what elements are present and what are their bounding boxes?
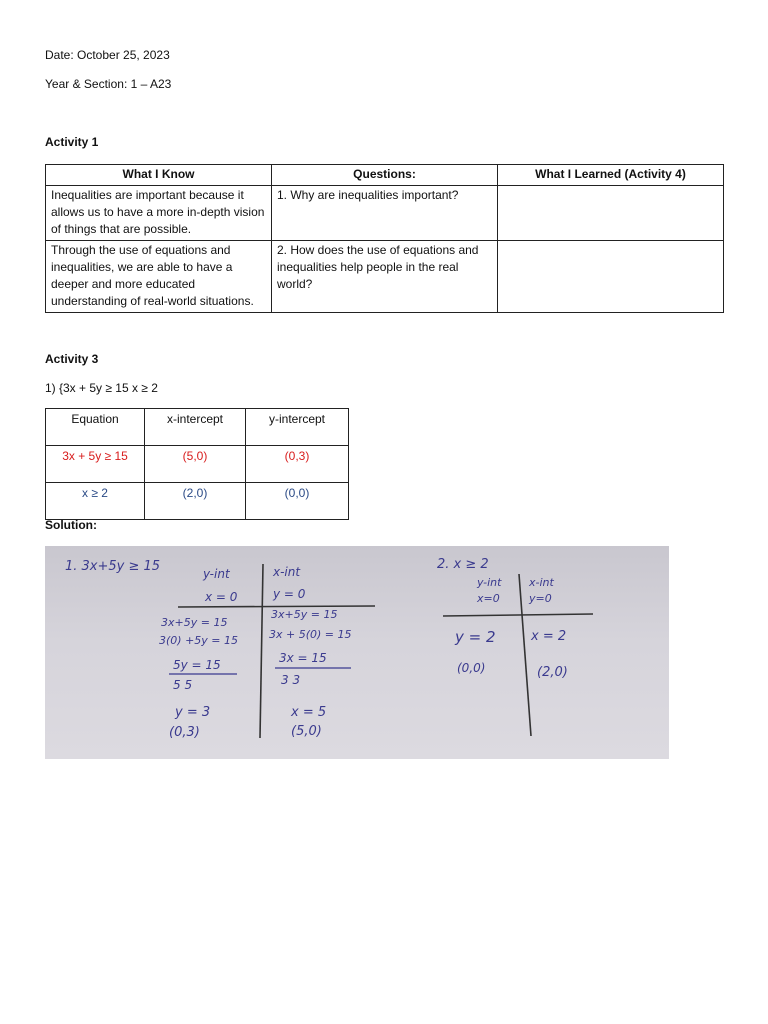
cell-question: 1. Why are inequalities important? [272,186,498,241]
cell-learned [498,186,724,241]
left-col1-line: 5y = 15 [173,658,221,672]
left-col2-line: (5,0) [291,724,322,739]
column-header-equation: Equation [46,409,145,446]
cell-learned [498,241,724,313]
left-title: 1. 3x+5y ≥ 15 [65,559,161,574]
right-col2-sub: y=0 [529,592,552,605]
left-horizontal-rule [178,606,375,607]
left-col2-header: x-int [273,565,301,579]
right-col1-header: y-int [477,576,502,589]
right-col1-line: y = 2 [455,628,496,646]
right-title: 2. x ≥ 2 [437,557,489,572]
left-col2-sub: y = 0 [273,587,306,601]
column-header-x-intercept: x-intercept [145,409,246,446]
left-col2-line: 3 3 [281,673,301,687]
table-header-row [46,409,349,446]
activity1-heading: Activity 1 [45,135,99,149]
column-header-questions: Questions: [272,165,498,186]
table-row [46,186,724,241]
activity3-heading: Activity 3 [45,352,99,366]
left-col1-header: y-int [203,567,230,581]
intercepts-table [45,408,349,520]
handwriting-drawing [45,546,669,759]
left-col1-line: 3x+5y = 15 [161,616,228,629]
right-col1-line: (0,0) [457,661,486,675]
cell-y-intercept: (0,0) [246,483,349,520]
problem-statement: 1) {3x + 5y ≥ 15 x ≥ 2 [45,381,158,395]
activity1-table [45,164,724,313]
cell-question: 2. How does the use of equations and inequalities help people in the real world? [272,241,498,313]
left-col1-line: 3(0) +5y = 15 [159,634,239,647]
column-header-know: What I Know [46,165,272,186]
column-header-y-intercept: y-intercept [246,409,349,446]
table-header-row [46,165,724,186]
solution-label: Solution: [45,518,97,532]
left-col1-line: y = 3 [175,705,211,720]
right-col2-header: x-int [529,576,554,589]
cell-know: Through the use of equations and inequalities, we are able to have a deeper and more educated understanding of real-world situations. [46,241,272,313]
left-col2-line: x = 5 [291,705,327,720]
left-vertical-rule [260,564,263,738]
left-col1-line: (0,3) [169,725,200,740]
right-col2-line: x = 2 [531,629,567,644]
right-horizontal-rule [443,614,593,616]
left-col2-line: 3x+5y = 15 [271,608,338,621]
cell-know: Inequalities are important because it allows us to have a more in-depth vision of things that are possible. [46,186,272,241]
right-col1-sub: x=0 [477,592,500,605]
handwritten-solution-photo [45,546,669,759]
date-line: Date: October 25, 2023 [45,48,170,62]
left-col1-sub: x = 0 [205,590,238,604]
year-section-line: Year & Section: 1 – A23 [45,77,172,91]
table-row [46,483,349,520]
left-col2-line: 3x + 5(0) = 15 [269,628,352,641]
column-header-learned: What I Learned (Activity 4) [498,165,724,186]
table-row [46,446,349,483]
right-col2-line: (2,0) [537,665,568,680]
table-row [46,241,724,313]
cell-equation: x ≥ 2 [46,483,145,520]
cell-x-intercept: (5,0) [145,446,246,483]
cell-equation: 3x + 5y ≥ 15 [46,446,145,483]
left-col1-line: 5 5 [173,678,193,692]
left-col2-line: 3x = 15 [279,651,327,665]
cell-x-intercept: (2,0) [145,483,246,520]
cell-y-intercept: (0,3) [246,446,349,483]
